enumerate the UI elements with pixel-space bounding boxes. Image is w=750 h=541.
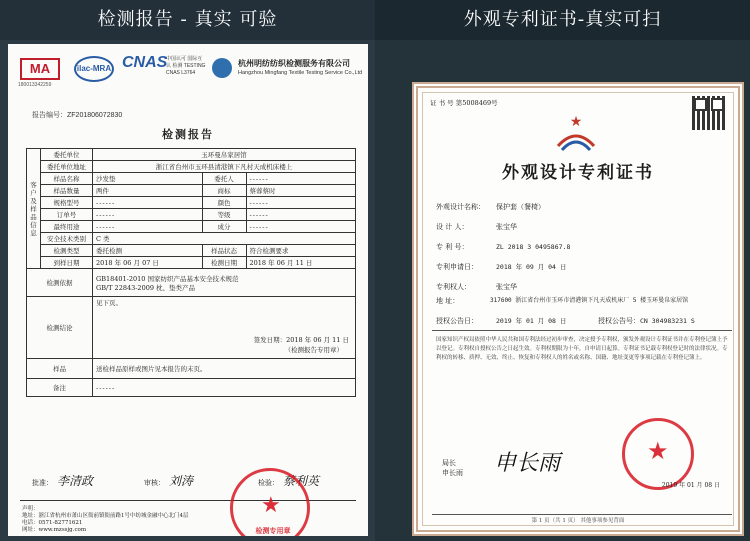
director-name: 申长雨 [442, 469, 463, 477]
design-name-row [436, 202, 545, 212]
owner-label: 专利权人： [436, 283, 471, 291]
report-number: 报告编号：ZF201806072830 [32, 112, 123, 119]
test-type-label: 检测类型 [41, 245, 93, 257]
sign-stamp-note: （检测报告专用章） [284, 346, 343, 354]
brand-value: 蔡蓉蔡时 [246, 185, 356, 197]
report-table [26, 148, 356, 397]
patent-number-row [436, 242, 570, 252]
conclusion-value: 见下页。 [96, 299, 122, 307]
design-name-value: 保护套（餐椅） [496, 203, 545, 211]
logo-row [16, 52, 363, 92]
spec-label: 规格型号 [41, 197, 93, 209]
design-name-label: 外观设计名称： [436, 203, 485, 211]
left-banner: 检测报告 - 真实 可验 [0, 0, 375, 40]
company-logo-icon [212, 58, 232, 78]
patent-number-label: 专 利 号： [436, 243, 469, 251]
announce-number-label: 授权公告号： [598, 317, 640, 325]
phone-line: 电话：0571-82771621 [22, 520, 83, 526]
certificate-date: 2019 年 01 月 08 日 [661, 482, 720, 489]
certificate-title: 外观设计专利证书 [502, 163, 654, 183]
approver-signature [32, 472, 93, 489]
color-label: 颜色 [202, 197, 246, 209]
safety-label: 安全技术类别 [41, 233, 93, 245]
certificate-footer: 第 1 页（共 1 页） 其他事项参见背面 [531, 518, 625, 524]
grade-value: ------ [246, 209, 356, 221]
agent-value: ------ [246, 173, 356, 185]
director-block [442, 458, 463, 478]
comp-label: 成分 [202, 221, 246, 233]
client-addr-value: 浙江省台州市玉环县清港镇下凡村天成机床楼上 [93, 161, 356, 173]
ma-code: 180013342259 [18, 82, 52, 88]
patent-certificate [412, 82, 744, 536]
sample-name-label: 样品名称 [41, 173, 93, 185]
remark-value: ------ [93, 379, 356, 397]
tester-sign: 蔡利英 [283, 474, 320, 488]
reviewer-signature [144, 472, 193, 489]
site-line: 网址：www.mzssjg.com [22, 527, 87, 533]
director-signature: 申长雨 [494, 451, 561, 476]
approver-label: 批准： [32, 479, 53, 487]
svg-text:★: ★ [569, 114, 583, 130]
sample-state-value: 符合检测要求 [246, 245, 356, 257]
designer-row [436, 222, 517, 232]
certificate-rule-bottom [432, 514, 732, 515]
remark-label: 备注 [27, 379, 93, 397]
client-value: 玉环曼帛家居馆 [93, 149, 356, 161]
basis-value-2: GB/T 22843-2009 枕、垫类产品 [96, 283, 196, 292]
arrive-value: 2018 年 06 月 07 日 [93, 257, 203, 269]
end-use-label: 最终用途 [41, 221, 93, 233]
designer-value: 张宝华 [496, 223, 517, 231]
client-addr-label: 委托单位地址 [41, 161, 93, 173]
comp-value: ------ [246, 221, 356, 233]
seal-star-icon: ★ [261, 493, 281, 518]
sample-state-label: 样品状态 [202, 245, 246, 257]
grade-label: 等级 [202, 209, 246, 221]
sign-date: 签发日期：2018 年 06 月 11 日 [253, 336, 349, 344]
approver-sign: 李清政 [57, 474, 94, 488]
order-label: 订单号 [41, 209, 93, 221]
agent-label: 委托人 [202, 173, 246, 185]
national-emblem-icon: ★ [647, 437, 669, 465]
grant-date-label: 授权公告日： [436, 317, 478, 325]
grant-date-row [436, 316, 566, 326]
certificate-rule-top [432, 330, 732, 331]
address-value: 317600 浙江省台州市玉环市清港镇下凡天成机床厂 5 楼玉环曼帛家居馆 [490, 297, 689, 304]
conclusion-cell [93, 297, 356, 359]
basis-cell [93, 269, 356, 297]
director-title: 局长 [442, 459, 456, 467]
color-value: ------ [246, 197, 356, 209]
sample-label: 样品 [27, 359, 93, 379]
client-section-label: 客户及样品信息 [27, 149, 41, 269]
basis-value-1: GB18401-2010 国家纺织产品基本安全技术规范 [96, 274, 239, 283]
report-title: 检测报告 [162, 128, 214, 141]
grant-date-value: 2019 年 01 月 08 日 [496, 317, 567, 325]
test-report-document [8, 44, 368, 536]
ma-logo-icon: MA [20, 58, 60, 80]
test-date-label: 检测日期 [202, 257, 246, 269]
patent-number-value: ZL 2018 3 0495867.8 [496, 243, 571, 251]
reviewer-label: 审核： [144, 479, 165, 487]
basis-label: 检测依据 [27, 269, 93, 297]
order-value: ------ [93, 209, 203, 221]
company-name-cn: 杭州明纺纺织检测服务有限公司 [238, 58, 350, 68]
filing-date-row [436, 262, 566, 272]
certificate-body-text: 国家知识产权局依照中华人民共和国专利法经过初步审查，决定授予专利权，颁发外观设计专利证书并在专利登记簿上予以登记。专利权自授权公告之日起生效。专利权期限为十年，自申请日起算。专利证书记载专利权登记时的法律状况。专利权的转移、质押、无效、终止、恢复和专利权人的姓名或名称、国籍、地址变更等事项记载在专利登记簿上。 [436, 337, 728, 361]
arrive-label: 到样日期 [41, 257, 93, 269]
reviewer-sign: 刘涛 [169, 474, 194, 488]
declaration-label: 声明： [22, 506, 39, 512]
right-banner: 外观专利证书-真实可扫 [375, 0, 750, 40]
address-row [436, 296, 496, 306]
address-label: 地 址： [436, 297, 460, 305]
test-type-value: 委托检测 [93, 245, 203, 257]
certificate-number: 证 书 号 第5008469号 [430, 99, 498, 107]
tester-label: 检验： [258, 479, 279, 487]
sample-value: 送检样品原样或图片见本报告的末页。 [93, 359, 356, 379]
qr-code-icon[interactable] [692, 96, 726, 130]
filing-date-label: 专利申请日： [436, 263, 478, 271]
ilac-mra-logo-icon: ilac-MRA [74, 56, 114, 82]
owner-value: 张宝华 [496, 283, 517, 291]
filing-date-value: 2018 年 09 月 04 日 [496, 263, 567, 271]
brand-label: 商标 [202, 185, 246, 197]
announce-number-value: CN 304983231 S [640, 317, 695, 325]
sample-name-value: 沙发垫 [93, 173, 203, 185]
designer-label: 设 计 人： [436, 223, 469, 231]
address-line: 地址：浙江省杭州市萧山区衙前镇衙前路1号中纺城金融中心北门4层 [22, 513, 189, 519]
safety-value: C 类 [93, 233, 356, 245]
patent-emblem-icon [550, 106, 602, 158]
company-name-en: Hangzhou Mingfang Textile Testing Service Co.,Ltd [238, 70, 363, 76]
client-label: 委托单位 [41, 149, 93, 161]
qty-label: 样品数量 [41, 185, 93, 197]
announce-number-row [598, 316, 695, 326]
cnas-logo-icon: CNAS [122, 54, 168, 71]
seal-text: 检测专用章 [255, 526, 291, 535]
end-use-value: ------ [93, 221, 203, 233]
owner-row [436, 282, 517, 292]
conclusion-label: 检测结论 [27, 297, 93, 359]
qty-value: 两件 [93, 185, 203, 197]
cnas-caption: 中国认可 国际互认 检测 TESTING CNAS L3764 [166, 56, 206, 76]
test-date-value: 2018 年 06 月 11 日 [246, 257, 356, 269]
spec-value: ------ [93, 197, 203, 209]
